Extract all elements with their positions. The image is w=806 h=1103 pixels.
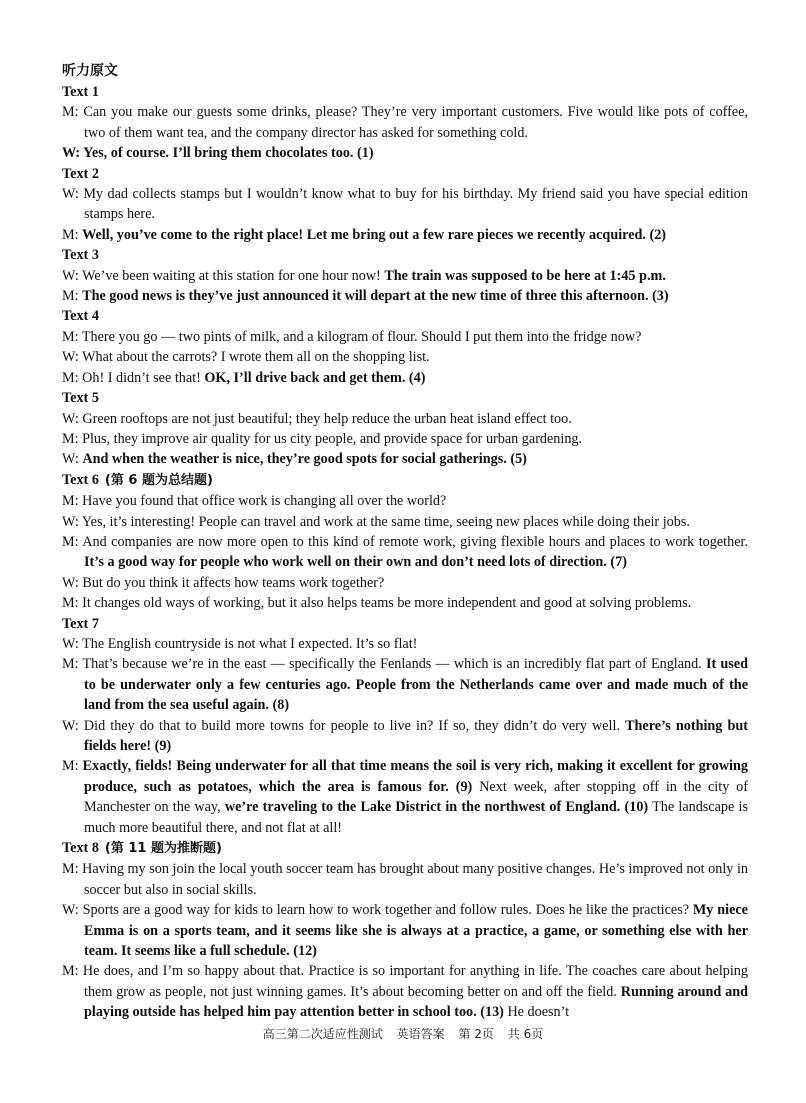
page-title: 听力原文: [62, 63, 118, 79]
dialogue-line: [62, 900, 748, 961]
text-heading-label: Text 4: [62, 308, 99, 325]
answer-evidence-text: Well, you’ve come to the right place! Let me bring out a few rare pieces we recently acquired. (2): [82, 226, 667, 243]
dialogue-text: W: We’ve been waiting at this station for one hour now!: [62, 267, 385, 284]
dialogue-text: W: Yes, it’s interesting! People can travel and work at the same time, seeing new places while doing their jobs.: [62, 513, 690, 530]
answer-evidence-text: The train was supposed to be here at 1:45 p.m.: [384, 267, 666, 284]
dialogue-text: M: Plus, they improve air quality for us city people, and provide space for urban gardening.: [62, 430, 583, 447]
footer-page: 第 2页: [458, 1027, 494, 1041]
dialogue-text: Next week, after stopping off in the city of Manchester on the way,: [84, 778, 748, 816]
dialogue-line: [62, 573, 748, 593]
dialogue-line: [62, 961, 748, 1022]
dialogue-text: W: But do you think it affects how teams work together?: [62, 574, 385, 591]
dialogue-line: [62, 593, 748, 613]
dialogue-line: [62, 859, 748, 900]
answer-evidence-text: The good news is they’ve just announced it will depart at the new time of three this afternoon. (3): [82, 288, 669, 305]
answer-evidence-text: we’re traveling to the Lake District in the northwest of England. (10): [224, 799, 649, 816]
dialogue-text: He doesn’t: [503, 1004, 570, 1021]
answer-evidence-text: It used to be underwater only a few centuries ago. People from the Netherlands came over and made much of the land from the sea useful again. (8): [84, 656, 748, 714]
dialogue-text: W: Sports are a good way for kids to learn how to work together and follow rules. Does he like the practices?: [62, 902, 693, 919]
dialogue-text: M: He does, and I’m so happy about that. Practice is so important for anything in life. The coaches care about helping them grow as people, not just winning games. It’s about becoming better on and off the field.: [62, 963, 748, 1000]
dialogue-line: [62, 429, 748, 449]
dialogue-line: [62, 347, 748, 367]
footer-exam: 高三第二次适应性测试: [262, 1027, 383, 1041]
dialogue-line: [62, 143, 748, 163]
answer-evidence-text: Running around and playing outside has helped him pay attention better in school too. (13): [84, 983, 749, 1021]
text-heading: [62, 164, 748, 184]
answer-evidence-text: And when the weather is nice, they’re good spots for social gatherings. (5): [82, 451, 527, 468]
dialogue-line: [62, 716, 748, 757]
dialogue-text: W: The English countryside is not what I expected. It’s so flat!: [62, 635, 418, 652]
dialogue-line: [62, 512, 748, 532]
answer-evidence-text: There’s nothing but fields here! (9): [84, 717, 748, 754]
dialogue-text: W: Green rooftops are not just beautiful; they help reduce the urban heat island effect too.: [62, 410, 572, 427]
answer-evidence-text: OK, I’ll drive back and get them. (4): [204, 369, 426, 386]
footer-subject: 英语答案: [396, 1027, 445, 1041]
text-heading-label: Text 5: [62, 390, 99, 407]
dialogue-text: M:: [62, 288, 83, 305]
dialogue-line: [62, 634, 748, 654]
dialogue-line: [62, 286, 748, 306]
dialogue-text: M: Having my son join the local youth soccer team has brought about many positive changes. He’s improved not only in soccer but also in social skills.: [62, 861, 748, 898]
dialogue-text: W: What about the carrots? I wrote them all on the shopping list.: [62, 349, 430, 366]
dialogue-line: [62, 266, 748, 286]
text-heading-label: Text 1: [62, 84, 99, 100]
page-footer: [0, 1025, 806, 1042]
answer-evidence-text: My niece Emma is on a sports team, and it seems like she is always at a practice, a game, or something else with her team. It seems like a full schedule. (12): [84, 902, 748, 960]
dialogue-text: M: Oh! I didn’t see that!: [62, 369, 205, 386]
transcript-content: [62, 82, 748, 1023]
dialogue-line: [62, 368, 748, 388]
text-heading-label: Text 2: [62, 165, 99, 182]
text-heading: [62, 306, 748, 326]
dialogue-text: M: It changes old ways of working, but it also helps teams be more independent and good at solving problems.: [62, 595, 692, 612]
footer-total: 共 6页: [507, 1027, 544, 1041]
dialogue-line: [62, 532, 748, 573]
text-heading: [62, 245, 748, 265]
answer-evidence-text: W:: [62, 145, 84, 162]
text-heading: [62, 838, 748, 859]
dialogue-line: [62, 654, 748, 715]
dialogue-text: M:: [62, 758, 83, 775]
question-type-note: (第 6 题为总结题): [104, 472, 213, 488]
dialogue-line: [62, 327, 748, 347]
dialogue-line: [62, 449, 748, 469]
dialogue-text: The landscape is much more beautiful there, and not flat at all!: [84, 799, 749, 836]
dialogue-line: [62, 225, 748, 245]
dialogue-text: M: Can you make our guests some drinks, please? They’re very important customers. Five would like pots of coffee, two of them want tea, and the company director has asked for something cold.: [62, 104, 748, 141]
dialogue-line: [62, 102, 748, 143]
text-heading: [62, 614, 748, 634]
dialogue-line: [62, 491, 748, 511]
dialogue-text: M: Have you found that office work is changing all over the world?: [62, 493, 447, 510]
text-heading-label: Text 6: [62, 471, 99, 488]
dialogue-text: M: And companies are now more open to this kind of remote work, giving flexible hours and places to work together.: [62, 533, 748, 550]
text-heading-label: Text 8: [62, 840, 99, 857]
text-heading: [62, 82, 748, 102]
question-type-note: (第 11 题为推断题): [104, 841, 222, 857]
text-heading: [62, 470, 748, 491]
text-heading-label: Text 3: [62, 247, 99, 264]
answer-evidence-text: Exactly, fields! Being underwater for all that time means the soil is very rich, making it excellent for growing produce, such as potatoes, which the area is famous for. (9): [82, 758, 748, 795]
dialogue-text: M:: [62, 226, 83, 243]
dialogue-line: [62, 184, 748, 225]
dialogue-line: [62, 756, 748, 838]
dialogue-text: M: That’s because we’re in the east — specifically the Fenlands — which is an incredibly flat part of England.: [62, 656, 706, 673]
dialogue-text: M: There you go — two pints of milk, and a kilogram of flour. Should I put them into the fridge now?: [62, 328, 642, 345]
dialogue-line: [62, 409, 748, 429]
answer-evidence-text: It’s a good way for people who work well on their own and don’t need lots of direction. (7): [84, 554, 627, 571]
dialogue-text: W: Did they do that to build more towns for people to live in? If so, they didn’t do very well.: [62, 717, 626, 734]
text-heading-label: Text 7: [62, 615, 99, 632]
document-page: [62, 62, 748, 1023]
answer-evidence-text: Yes, of course. I’ll bring them chocolates too. (1): [83, 145, 374, 162]
text-heading: [62, 388, 748, 408]
dialogue-text: W:: [62, 451, 83, 468]
dialogue-text: W: My dad collects stamps but I wouldn’t know what to buy for his birthday. My friend said you have special edition stamps here.: [62, 186, 748, 223]
